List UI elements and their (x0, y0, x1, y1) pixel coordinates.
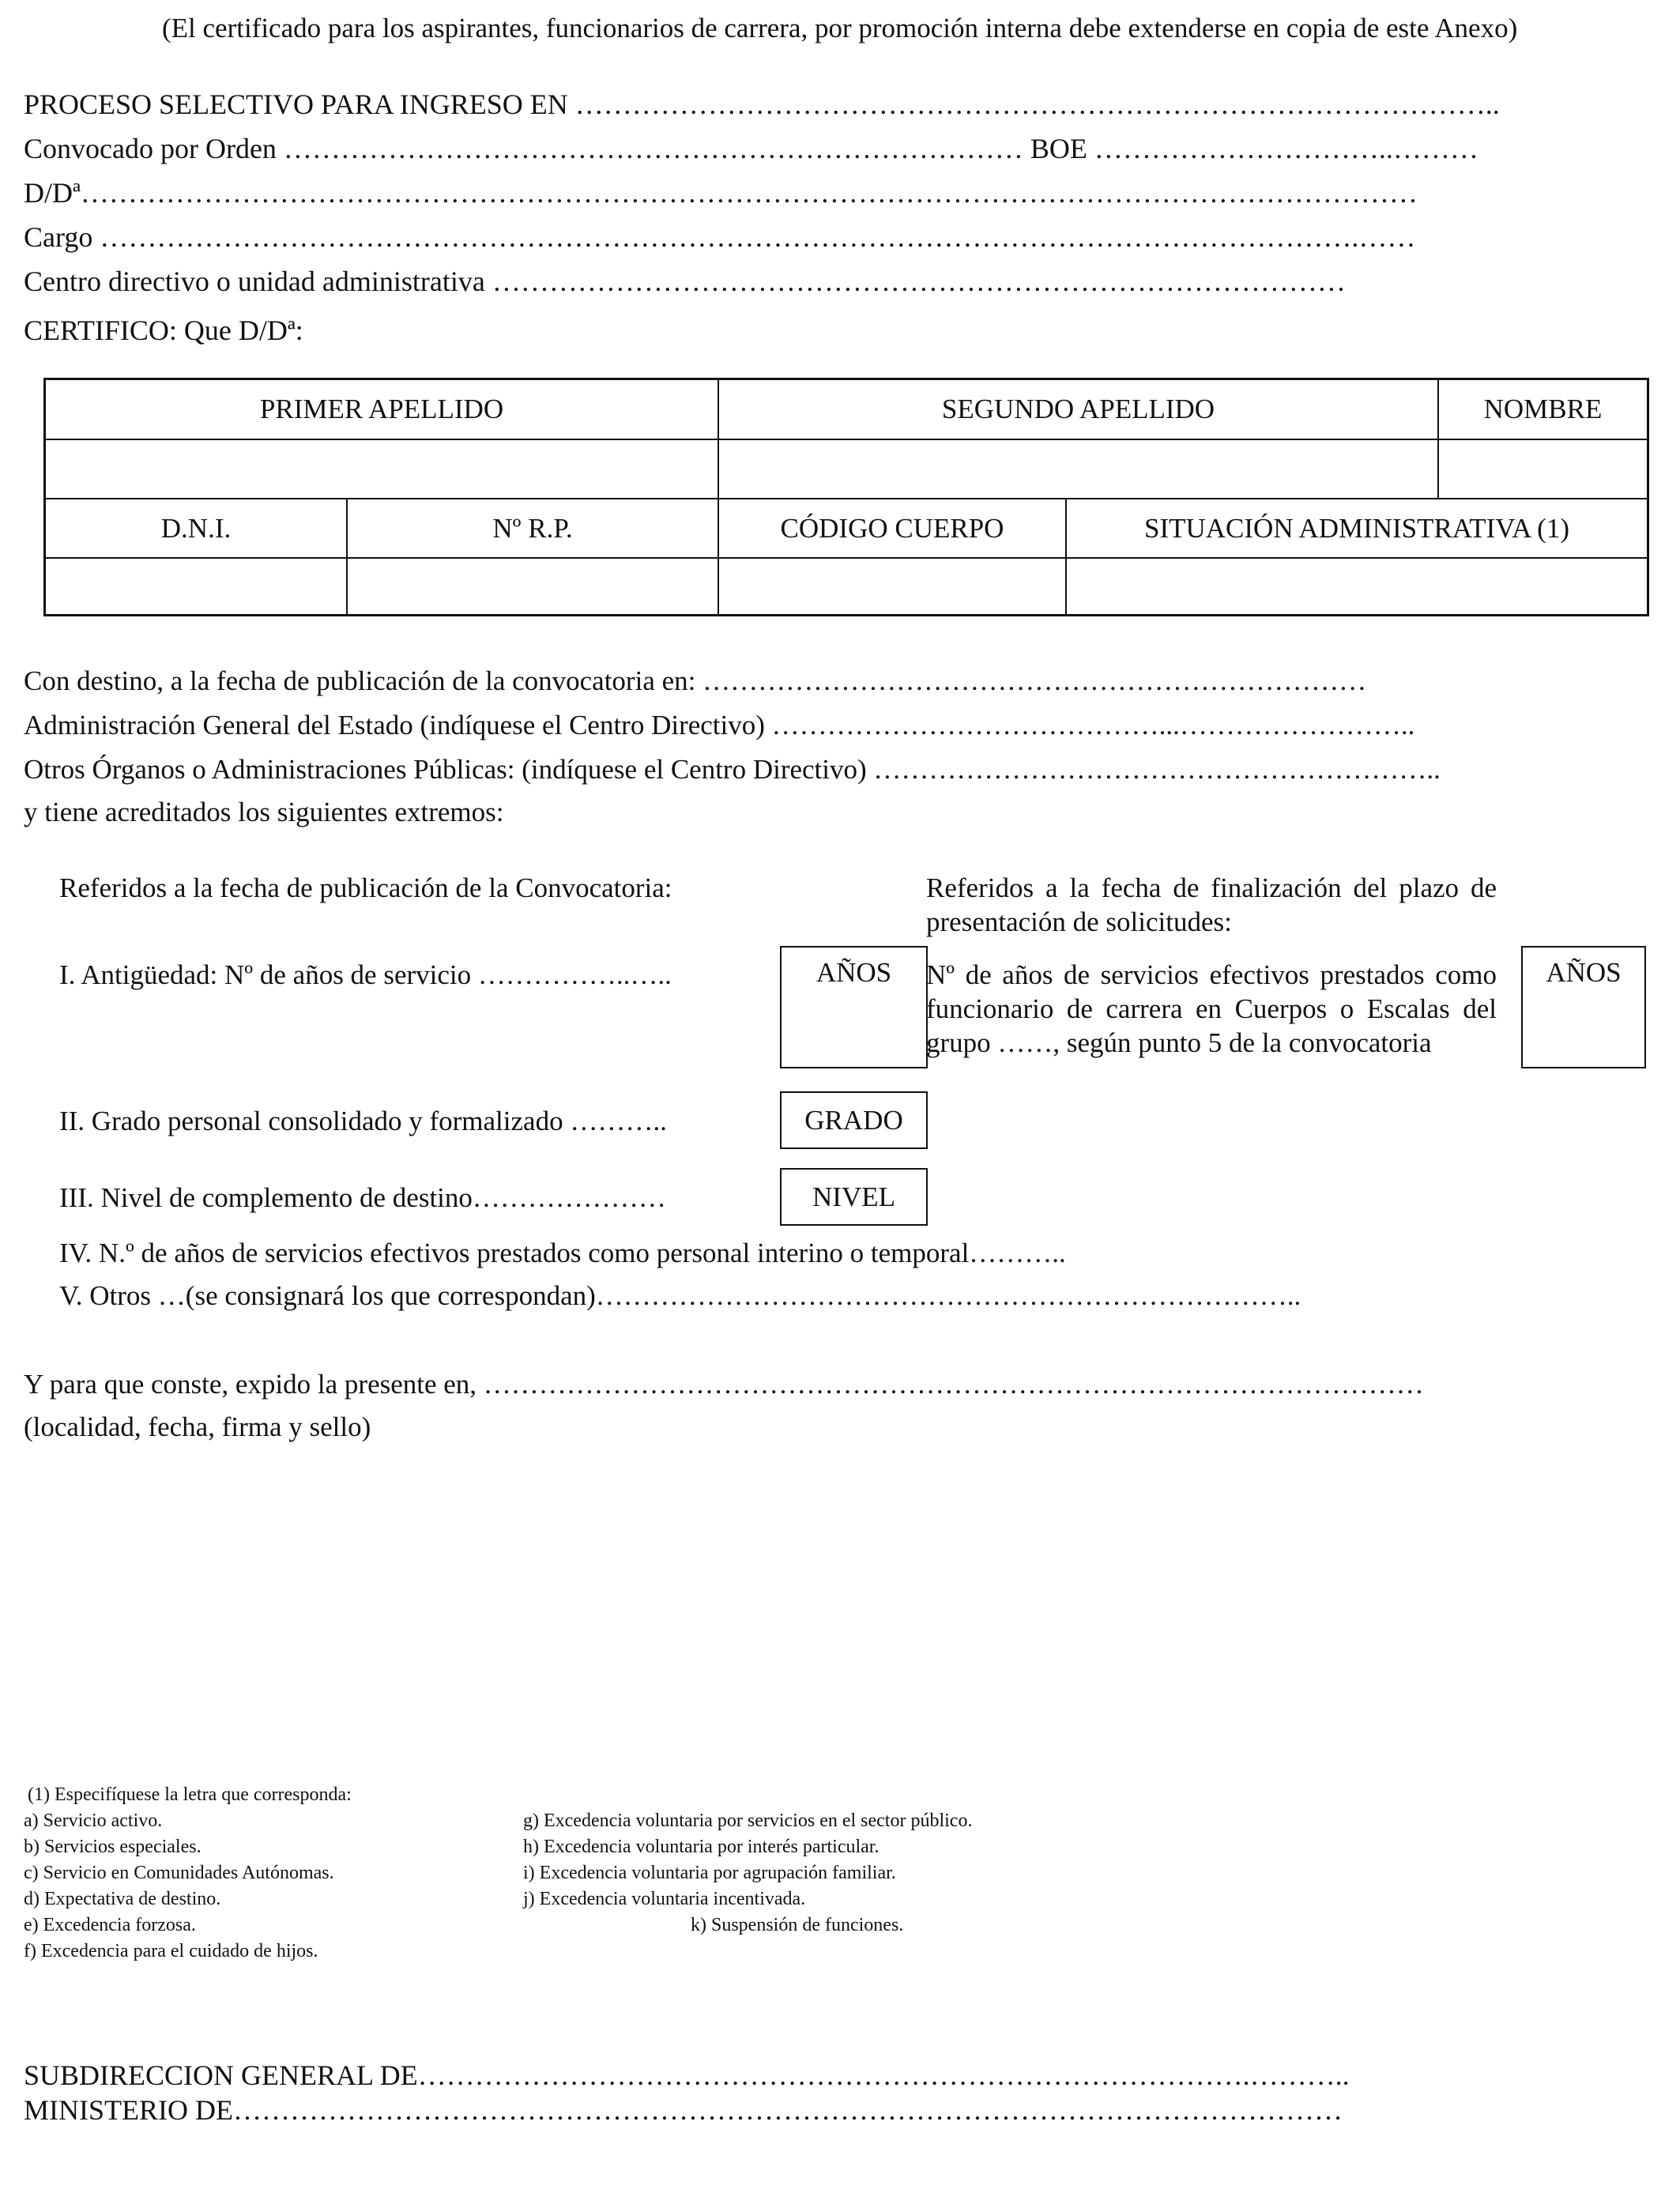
footnote-item-h: h) Excedencia voluntaria por interés particular. (523, 1837, 880, 1857)
header-nombre: NOMBRE (1483, 394, 1603, 424)
otros-line[interactable]: V. Otros …(se consignará los que correspondan)………………………………………………………………….. (59, 1280, 1301, 1311)
age-line[interactable]: Administración General del Estado (indíquese el Centro Directivo) ……………………………………...…………………….. (24, 710, 1415, 740)
subdireccion-line[interactable]: SUBDIRECCION GENERAL DE…………………………………………………………………………….……….. (24, 2059, 1350, 2091)
anos-box-right-label: AÑOS (1546, 957, 1622, 988)
footnote-item-a: a) Servicio activo. (24, 1811, 163, 1831)
cargo-line[interactable]: Cargo …………………………………………………………………………………………………………………….…… (24, 221, 1416, 253)
anos-box-left-label: AÑOS (816, 957, 892, 988)
header-dni: D.N.I. (160, 512, 232, 544)
codigo-cuerpo-field[interactable] (719, 559, 1065, 616)
grado-box[interactable] (780, 1091, 928, 1149)
proceso-selectivo-line[interactable]: PROCESO SELECTIVO PARA INGRESO EN …………………………………………………………………………………….. (24, 89, 1500, 120)
nivel-label: III. Nivel de complemento de destino………………… (59, 1182, 666, 1213)
anos-box-right[interactable] (1521, 946, 1646, 1068)
interino-line[interactable]: IV. N.º de años de servicios efectivos prestados como personal interino o temporal……….. (59, 1238, 1066, 1268)
otros-organos-line[interactable]: Otros Órganos o Administraciones Públicas: (indíquese el Centro Directivo) …………………………………………………….. (24, 754, 1441, 785)
footnote-item-j: j) Excedencia voluntaria incentivada. (523, 1889, 806, 1909)
footnote-item-k: k) Suspensión de funciones. (691, 1915, 904, 1935)
extremos-intro: y tiene acreditados los siguientes extremos: (24, 797, 504, 827)
right-heading-line2: presentación de solicitudes: (926, 906, 1232, 937)
primer-apellido-field[interactable] (46, 440, 718, 498)
header-note: (El certificado para los aspirantes, funcionarios de carrera, por promoción interna debe extenderse en copia de este Anexo) (162, 13, 1518, 43)
header-primer-apellido: PRIMER APELLIDO (259, 394, 504, 424)
conste-note: (localidad, fecha, firma y sello) (24, 1411, 371, 1442)
identity-table (43, 378, 1649, 616)
left-heading: Referidos a la fecha de publicación de la Convocatoria: (59, 872, 672, 903)
situacion-administrativa-field[interactable] (1067, 559, 1647, 616)
right-heading-line1: Referidos a la fecha de finalización del plazo de (926, 872, 1497, 903)
footnote-item-b: b) Servicios especiales. (24, 1837, 202, 1857)
nrp-field[interactable] (348, 559, 718, 616)
footnote-title: (1) Especifíquese la letra que corresponda: (28, 1784, 352, 1805)
header-segundo-apellido: SEGUNDO APELLIDO (941, 394, 1215, 424)
grado-label: II. Grado personal consolidado y formalizado ……….. (59, 1106, 667, 1136)
footnote-item-d: d) Expectativa de destino. (24, 1889, 221, 1909)
conste-line[interactable]: Y para que conste, expido la presente en, ………………………………………………………………………………………… (24, 1369, 1424, 1400)
header-nrp: Nº R.P. (492, 512, 573, 544)
right-para-line1: Nº de años de servicios efectivos prestados como (926, 959, 1497, 990)
antiguedad-label: I. Antigüedad: Nº de años de servicio ……………..….. (59, 959, 672, 990)
nombre-field[interactable] (1439, 440, 1647, 498)
convocado-line[interactable]: Convocado por Orden …………………………………………………………………… BOE …………………………..……… (24, 133, 1478, 164)
nivel-box[interactable] (780, 1168, 928, 1226)
grado-box-label: GRADO (804, 1105, 903, 1136)
anos-box-left[interactable] (780, 946, 928, 1068)
nivel-box-label: NIVEL (812, 1181, 895, 1212)
destino-line[interactable]: Con destino, a la fecha de publicación de la convocatoria en: ……………………………………………………………… (24, 665, 1367, 696)
segundo-apellido-field[interactable] (719, 440, 1437, 498)
footnote-item-g: g) Excedencia voluntaria por servicios en el sector público. (523, 1811, 973, 1831)
right-para-line2: funcionario de carrera en Cuerpos o Escalas del (926, 993, 1497, 1024)
footnote-item-i: i) Excedencia voluntaria por agrupación familiar. (523, 1863, 896, 1883)
header-situacion-administrativa: SITUACIÓN ADMINISTRATIVA (1) (1144, 512, 1569, 544)
certifico-line: CERTIFICO: Que D/Dª: (24, 315, 303, 346)
footnote-item-f: f) Excedencia para el cuidado de hijos. (24, 1941, 318, 1961)
dda-line[interactable]: D/Dª…………………………………………………………………………………………………………………………… (24, 177, 1418, 209)
header-codigo-cuerpo: CÓDIGO CUERPO (780, 512, 1004, 544)
ministerio-line[interactable]: MINISTERIO DE……………………………………………………………………………………………………… (24, 2094, 1343, 2126)
footnote-item-e: e) Excedencia forzosa. (24, 1915, 196, 1935)
centro-directivo-line[interactable]: Centro directivo o unidad administrativa ……………………………………………………………………………… (24, 266, 1346, 297)
dni-field[interactable] (46, 559, 346, 616)
right-para-line3: grupo ……, según punto 5 de la convocatoria (926, 1027, 1432, 1058)
footnote-item-c: c) Servicio en Comunidades Autónomas. (24, 1863, 334, 1883)
